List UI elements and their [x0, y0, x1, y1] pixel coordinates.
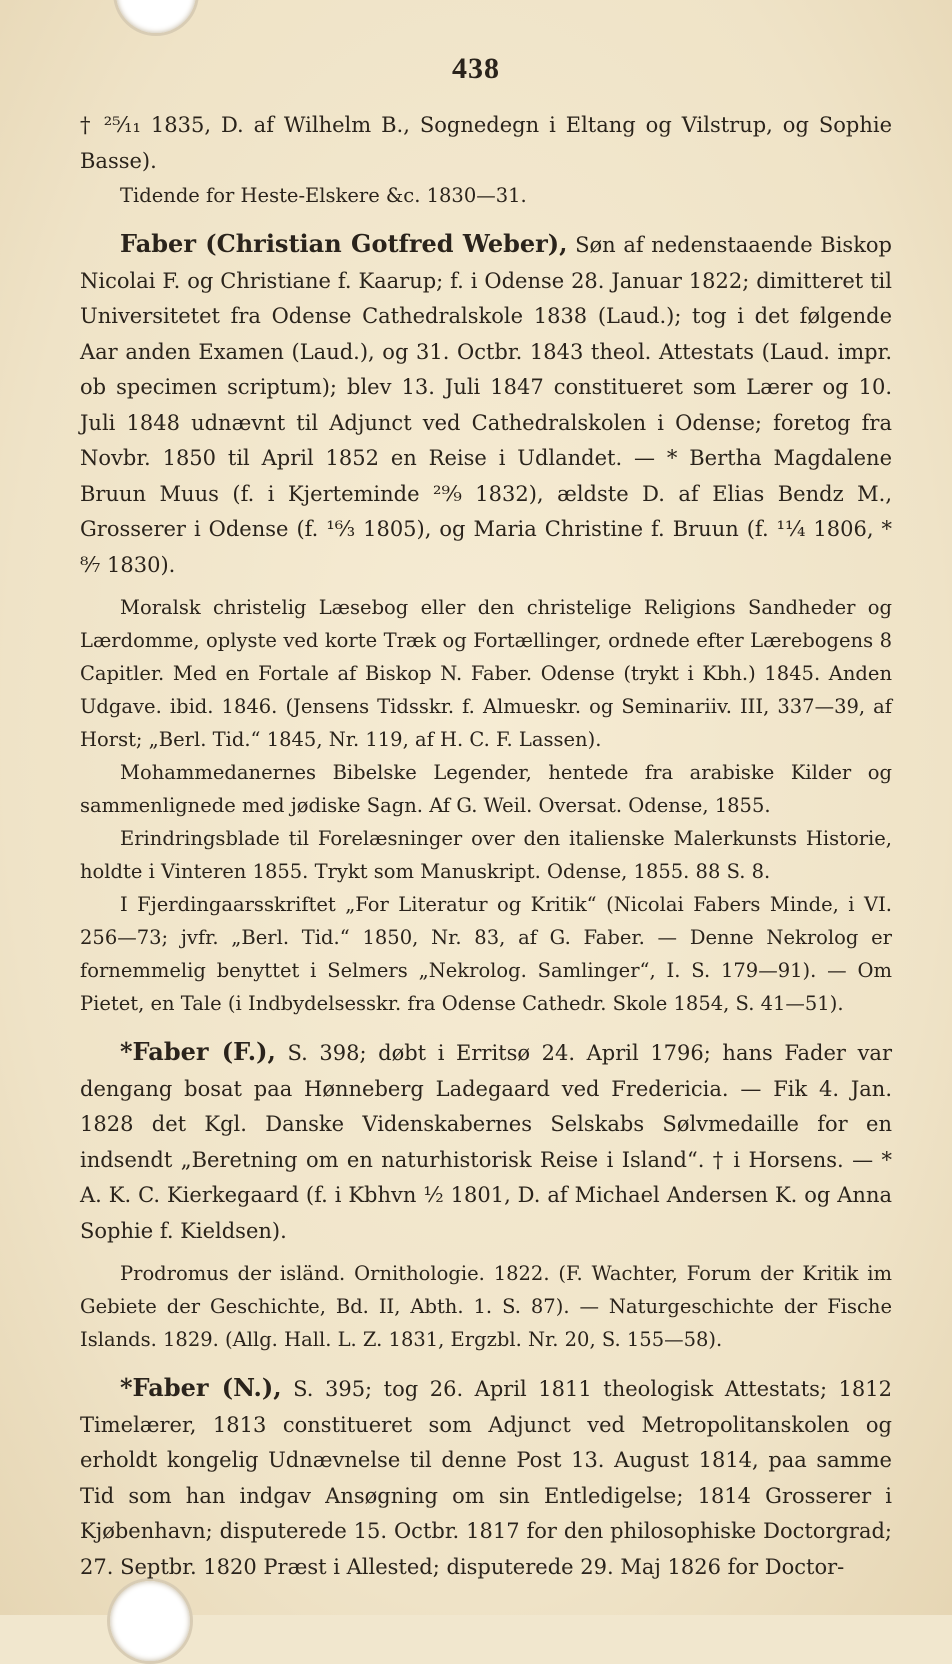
page-number: 438: [452, 52, 500, 85]
bibliography-item: Moralsk christelig Læsebog eller den christelige Religions Sandheder og Lærdomme, oplyste ved korte Træk og Fortællinger, ordnede efter Lærebogens 8 Capitler. Med en Fortale af Biskop N. Faber. Odense (trykt i Kbh.) 1845. Anden Udgave. ibid. 1846. (Jensens Tidsskr. f. Almueskr. og Seminariiv. III, 337—39, af Horst; „Berl. Tid.“ 1845, Nr. 119, af H. C. F. Lassen).: [80, 596, 892, 751]
bibliography-item: Erindringsblade til Forelæsninger over den italienske Malerkunsts Historie, holdte i Vinteren 1855. Trykt som Manuskript. Odense, 1855. 88 S. 8.: [80, 827, 892, 883]
punch-hole-bottom: [107, 1578, 193, 1664]
entry-heading: *Faber (F.),: [120, 1037, 276, 1066]
entry-paragraph: *Faber (F.), S. 398; døbt i Erritsø 24. April 1796; hans Fader var dengang bosat paa Hønneberg Ladegaard ved Fredericia. — Fik 4. Jan. 1828 det Kgl. Danske Videnskabernes Selskabs Sølvmedaille for en indsendt „Beretning om en naturhistorisk Reise i Island“. † i Horsens. — * A. K. C. Kierkegaard (f. i Kbhvn ½ 1801, D. af Michael Andersen K. og Anna Sophie f. Kieldsen).: [80, 1037, 892, 1243]
body-text: [80, 108, 892, 1585]
entry-paragraph: Faber (Christian Gotfred Weber), Søn af nedenstaaende Biskop Nicolai F. og Christiane f. Kaarup; f. i Odense 28. Januar 1822; dimitteret til Universitetet fra Odense Cathedralskole 1838 (Laud.); tog i det følgende Aar anden Examen (Laud.), og 31. Octbr. 1843 theol. Attestats (Laud. impr. ob specimen scriptum); blev 13. Juli 1847 constitueret som Lærer og 10. Juli 1848 udnævnt til Adjunct ved Cathedralskolen i Odense; foretog fra Novbr. 1850 til April 1852 en Reise i Udlandet. — * Bertha Magdalene Bruun Muus (f. i Kjerteminde ²⁹⁄₉ 1832), ældste D. af Elias Bendz M., Grosserer i Odense (f. ¹⁶⁄₃ 1805), og Maria Christine f. Bruun (f. ¹¹⁄₄ 1806, * ⁸⁄₇ 1830).: [80, 229, 893, 577]
bibliography-item: Prodromus der isländ. Ornithologie. 1822. (F. Wachter, Forum der Kritik im Gebiete der Geschichte, Bd. II, Abth. 1. S. 87). — Naturgeschichte der Fische Islands. 1829. (Allg. Hall. L. Z. 1831, Ergzbl. Nr. 20, S. 155—58).: [80, 1262, 892, 1351]
entry-paragraph: *Faber (N.), S. 395; tog 26. April 1811 theologisk Attestats; 1812 Timelærer, 1813 constitueret som Adjunct ved Metropolitanskolen og erholdt kongelig Udnævnelse til denne Post 13. August 1814, paa samme Tid som han indgav Ansøgning om sin Entledigelse; 1814 Grosserer i Kjøbenhavn; disputerede 15. Octbr. 1817 for den philosophiske Doctorgrad; 27. Septbr. 1820 Præst i Allested; disputerede 29. Maj 1826 for Doctor-: [80, 1373, 893, 1579]
paragraph: † ²⁵⁄₁₁ 1835, D. af Wilhelm B., Sognedegn i Eltang og Vilstrup, og Sophie Basse).: [80, 113, 892, 173]
entry-heading: *Faber (N.),: [120, 1373, 282, 1402]
entry-heading: Faber (Christian Gotfred Weber),: [120, 229, 568, 258]
punch-hole-top: [113, 0, 199, 36]
bibliography-item: Mohammedanernes Bibelske Legender, hentede fra arabiske Kilder og sammenlignede med jødiske Sagn. Af G. Weil. Oversat. Odense, 1855.: [80, 761, 892, 817]
paragraph: Tidende for Heste-Elskere &c. 1830—31.: [120, 184, 527, 207]
bibliography-item: I Fjerdingaarsskriftet „For Literatur og Kritik“ (Nicolai Fabers Minde, i VI. 256—73; jvfr. „Berl. Tid.“ 1850, Nr. 83, af G. Faber. — Denne Nekrolog er fornemmelig benyttet i Selmers „Nekrolog. Samlinger“, I. S. 179—91). — Om Pietet, en Tale (i Indbydelsesskr. fra Odense Cathedr. Skole 1854, S. 41—51).: [80, 893, 892, 1015]
